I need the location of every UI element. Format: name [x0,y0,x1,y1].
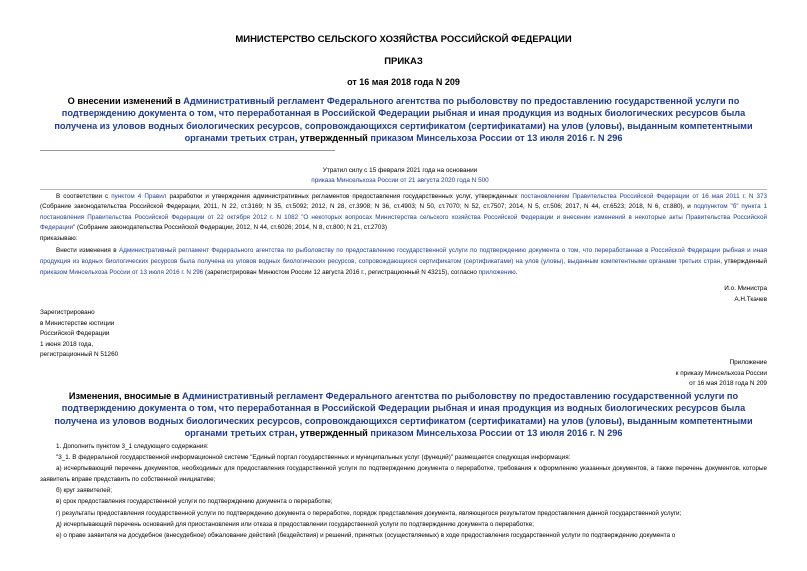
resolve-word: приказываю: [40,235,78,242]
list-item: "3_1. В федеральной государственной информационной системе "Единый портал государственных и муниципальных услуг (функций)" размещается следующая информация: [56,454,571,462]
appendix-line: от 16 мая 2018 года N 209 [689,380,767,387]
order-text: . [515,269,518,276]
point-4-link[interactable]: пунктом 4 [111,193,142,200]
regulation-link[interactable]: Административный регламент Федерального агентства по рыболовству по предоставлению государственной услуги по подтверждению документа о том, что переработанная в Российской Федерации рыбная и иная продукция из водных биологических ресурсов была получена из уловов водных биологических ресурсов, сопровождающихся сертификатом (сертификатами) на улов (уловы), выданным компетентными органами третьих стран [40,247,767,265]
signer-name: А.Н.Ткачев [734,295,767,303]
order-text: , утвержденный [720,258,767,265]
registration-line: 1 июня 2018 года, [40,340,94,348]
appendix-line: Приложение [729,359,767,366]
resolution-1082-link[interactable]: подпунктом "б" пункта 1 постановления Правительства Российской Федерации от 22 октября 2012 г. N 1082 "О некоторых вопросах Министерства сельского хозяйства Российской Федерации и внесении изменений в некоторые акты Правительства Российской Федерации" [40,203,767,232]
order-paragraph [40,245,767,278]
changes-title [40,390,767,440]
list-item: а) исчерпывающий перечень документов, необходимых для предоставления государственной услуги по подтверждению документа о переработке, требования к оформлению указанных документов, а также перечень документов, которые заявитель вправе представить по собственной инициативе; [40,465,767,484]
changes-title-prefix: Изменения, вносимые в [68,391,183,401]
document-type: ПРИКАЗ [384,56,423,67]
order-500-link[interactable]: приказа Минсельхоза России от 21 августа 2020 года N 500 [311,177,489,184]
basis-text: (Собрание законодательства Российской Федерации, 2012, N 44, ст.6026; 2014, N 8, ст.800; N 21, ст.2703) [75,224,387,232]
signer-block [724,284,767,305]
registration-block [40,308,118,361]
appendix-line: к приказу Минсельхоза России [675,369,767,377]
basis-text: (Собрание законодательства Российской Федерации, 2011, N 22, ст.3169; N 35, ст.5092; 2012, N 28, ст.3908; N 36, ст.4903; N 50, ст.7070; N 52, ст.7507; 2014, N 5, ст.506; 2017, N 44, ст.6523; 2018, N 6, ст.880), и [40,203,694,211]
section-divider [40,189,767,190]
basis-text: В соответствии с [56,193,112,200]
registration-line: регистрационный N 51260 [40,351,119,359]
ministry-name: МИНИСТЕРСТВО СЕЛЬСКОГО ХОЗЯЙСТВА РОССИЙСКОЙ ФЕДЕРАЦИИ [235,34,572,45]
signer-position: И.о. Министра [724,285,767,292]
lost-force-text: Утратил силу с 15 февраля 2021 года на основании [322,167,478,174]
document-date: от 16 мая 2018 года N 209 [347,77,460,87]
registration-line: в Министерстве юстиции [40,319,115,327]
regulation-link[interactable]: Административный регламент Федерального агентства по рыболовству по предоставлению государственной услуги по подтверждению документа о том, что переработанная в Российской Федерации рыбная и иная продукция из водных биологических ресурсов была получена из уловов водных биологических ресурсов, сопровождающихся сертификатом (сертификатами) на улов (уловы), выданным компетентными органами третьих стран [54,96,753,144]
changes-list [40,441,767,541]
list-item: в) срок предоставления государственной услуги по подтверждению документа о переработке; [56,498,333,506]
title-prefix: О внесении изменений в [67,96,184,106]
resolution-373-link[interactable]: постановлением Правительства Российской Федерации от 16 мая 2011 г. N 373 [520,193,768,200]
order-text: Внести изменения в [56,247,120,254]
order-296-link[interactable]: приказом Минсельхоза России от 13 июля 2016 г. N 296 [40,269,204,276]
list-item: д) исчерпывающий перечень оснований для приостановления или отказа в предоставлении государственной услуги по подтверждению документа о переработке; [56,520,534,528]
legal-basis-paragraph [40,192,767,234]
list-item: 1. Дополнить пунктом 3_1 следующего содержания: [56,443,209,450]
rules-link[interactable]: Правил [144,193,167,200]
appendix-header [676,358,767,390]
list-item: г) результаты предоставления государственной услуги по подтверждению документа о переработке, порядок представления документа, являющегося результатом предоставления данной государственной услуги; [56,509,682,517]
list-item: е) о праве заявителя на досудебное (внесудебное) обжалование действий (бездействия) и решений, принятых (осуществляемых) в ходе предоставления государственной услуги по подтверждению документа о [56,531,676,539]
registration-line: Зарегистрировано [40,309,95,316]
regulation-link[interactable]: Административный регламент Федерального агентства по рыболовству по предоставлению государственной услуги по подтверждению документа о том, что переработанная в Российской Федерации рыбная и иная продукция из водных биологических ресурсов была получена из уловов водных биологических ресурсов, сопровождающихся сертификатом (сертификатами) на улов (уловы), выданным компетентными органами третьих стран [54,391,753,439]
title-divider [40,150,335,151]
registration-line: Российской Федерации [40,330,110,338]
order-296-link[interactable]: приказом Минсельхоза России от 13 июля 2016 г. N 296 [370,133,623,144]
lost-force-note [220,166,580,186]
document-title [40,95,767,145]
order-296-link[interactable]: приказом Минсельхоза России от 13 июля 2016 г. N 296 [370,428,623,439]
changes-title-middle: , утвержденный [294,428,371,439]
basis-text: разработки и утверждения административных регламентов предоставления государственных услуг, утвержденных [166,193,521,200]
order-text: (зарегистрирован Минюстом России 12 августа 2016 г., регистрационный N 43215), согласно [203,269,479,276]
title-middle: , утвержденный [294,133,371,144]
appendix-link[interactable]: приложению [478,269,516,276]
list-item: б) круг заявителей; [56,487,113,495]
